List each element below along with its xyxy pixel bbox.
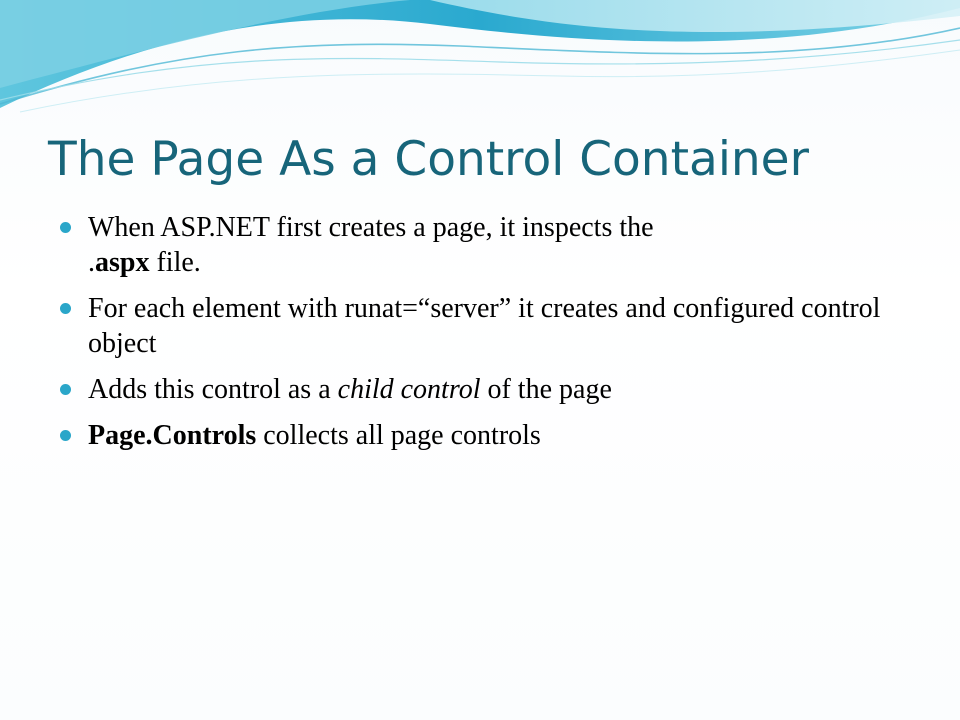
header-swoosh-decoration xyxy=(0,0,960,120)
bullet-text: Adds this control as a xyxy=(88,374,338,405)
bullet-dot-icon xyxy=(60,303,71,314)
bullet-dot-icon xyxy=(60,430,71,441)
bullet-italic-text: child control xyxy=(337,374,481,405)
bullet-item xyxy=(60,372,910,407)
bullet-text: file. xyxy=(149,247,201,278)
bullet-item xyxy=(60,418,910,453)
bullet-dot-icon xyxy=(60,384,71,395)
bullet-bold-text: Page.Controls xyxy=(88,420,257,451)
slide-title: The Page As a Control Container xyxy=(48,132,809,187)
bullet-text: When ASP.NET first creates a page, it inspects the xyxy=(88,212,654,243)
bullet-text: . xyxy=(88,247,95,278)
bullet-dot-icon xyxy=(60,222,71,233)
bullet-text: collects all page controls xyxy=(256,420,541,451)
bullet-text: of the page xyxy=(480,374,612,405)
bullet-list xyxy=(60,210,910,464)
bullet-item xyxy=(60,291,910,361)
bullet-text: For each element with runat=“server” it creates and configured control object xyxy=(88,293,881,359)
bullet-item xyxy=(60,210,910,280)
bullet-bold-text: aspx xyxy=(95,247,150,278)
